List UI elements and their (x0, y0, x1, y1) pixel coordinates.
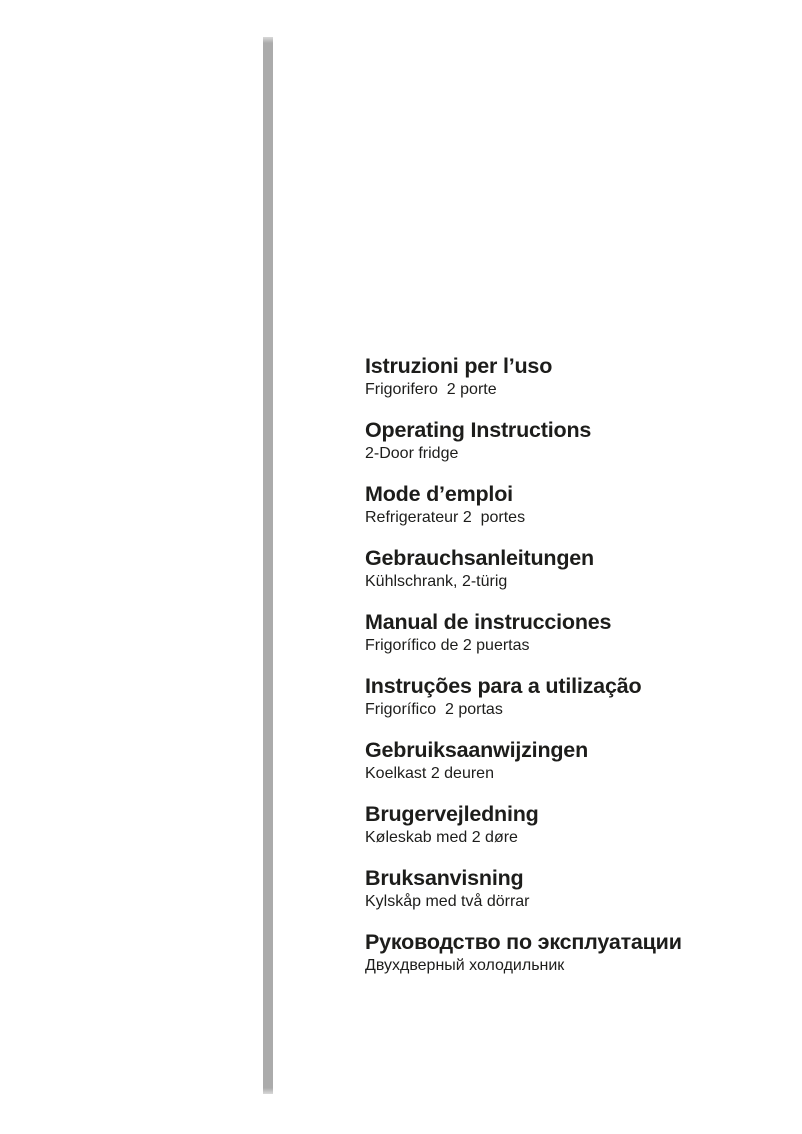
subtitle-spanish: Frigorífico de 2 puertas (365, 637, 530, 654)
title-block-danish (365, 802, 785, 847)
title-block-spanish (365, 610, 785, 655)
subtitle-italian: Frigorifero 2 porte (365, 381, 497, 398)
title-block-portuguese (365, 674, 785, 719)
subtitle-portuguese: Frigorífico 2 portas (365, 701, 503, 718)
subtitle-russian: Двухдверный холодильник (365, 957, 565, 974)
subtitle-german: Kühlschrank, 2-türig (365, 573, 508, 590)
heading-german: Gebrauchsanleitungen (365, 546, 594, 570)
title-block-english (365, 418, 785, 463)
subtitle-swedish: Kylskåp med två dörrar (365, 893, 530, 910)
heading-spanish: Manual de instrucciones (365, 610, 612, 634)
subtitle-english: 2-Door fridge (365, 445, 459, 462)
title-block-swedish (365, 866, 785, 911)
title-block-russian (365, 930, 785, 975)
heading-portuguese: Instruções para a utilização (365, 674, 642, 698)
subtitle-dutch: Koelkast 2 deuren (365, 765, 494, 782)
title-block-italian (365, 354, 785, 399)
heading-danish: Brugervejledning (365, 802, 539, 826)
vertical-divider-bar (263, 37, 273, 1094)
language-titles-list (365, 354, 785, 994)
heading-russian: Руководство по эксплуатации (365, 930, 682, 954)
title-block-french (365, 482, 785, 527)
heading-dutch: Gebruiksaanwijzingen (365, 738, 588, 762)
subtitle-danish: Køleskab med 2 døre (365, 829, 518, 846)
subtitle-french: Refrigerateur 2 portes (365, 509, 526, 526)
heading-italian: Istruzioni per l’uso (365, 354, 553, 378)
title-block-dutch (365, 738, 785, 783)
heading-french: Mode d’emploi (365, 482, 513, 506)
title-block-german (365, 546, 785, 591)
heading-swedish: Bruksanvisning (365, 866, 524, 890)
heading-english: Operating Instructions (365, 418, 592, 442)
